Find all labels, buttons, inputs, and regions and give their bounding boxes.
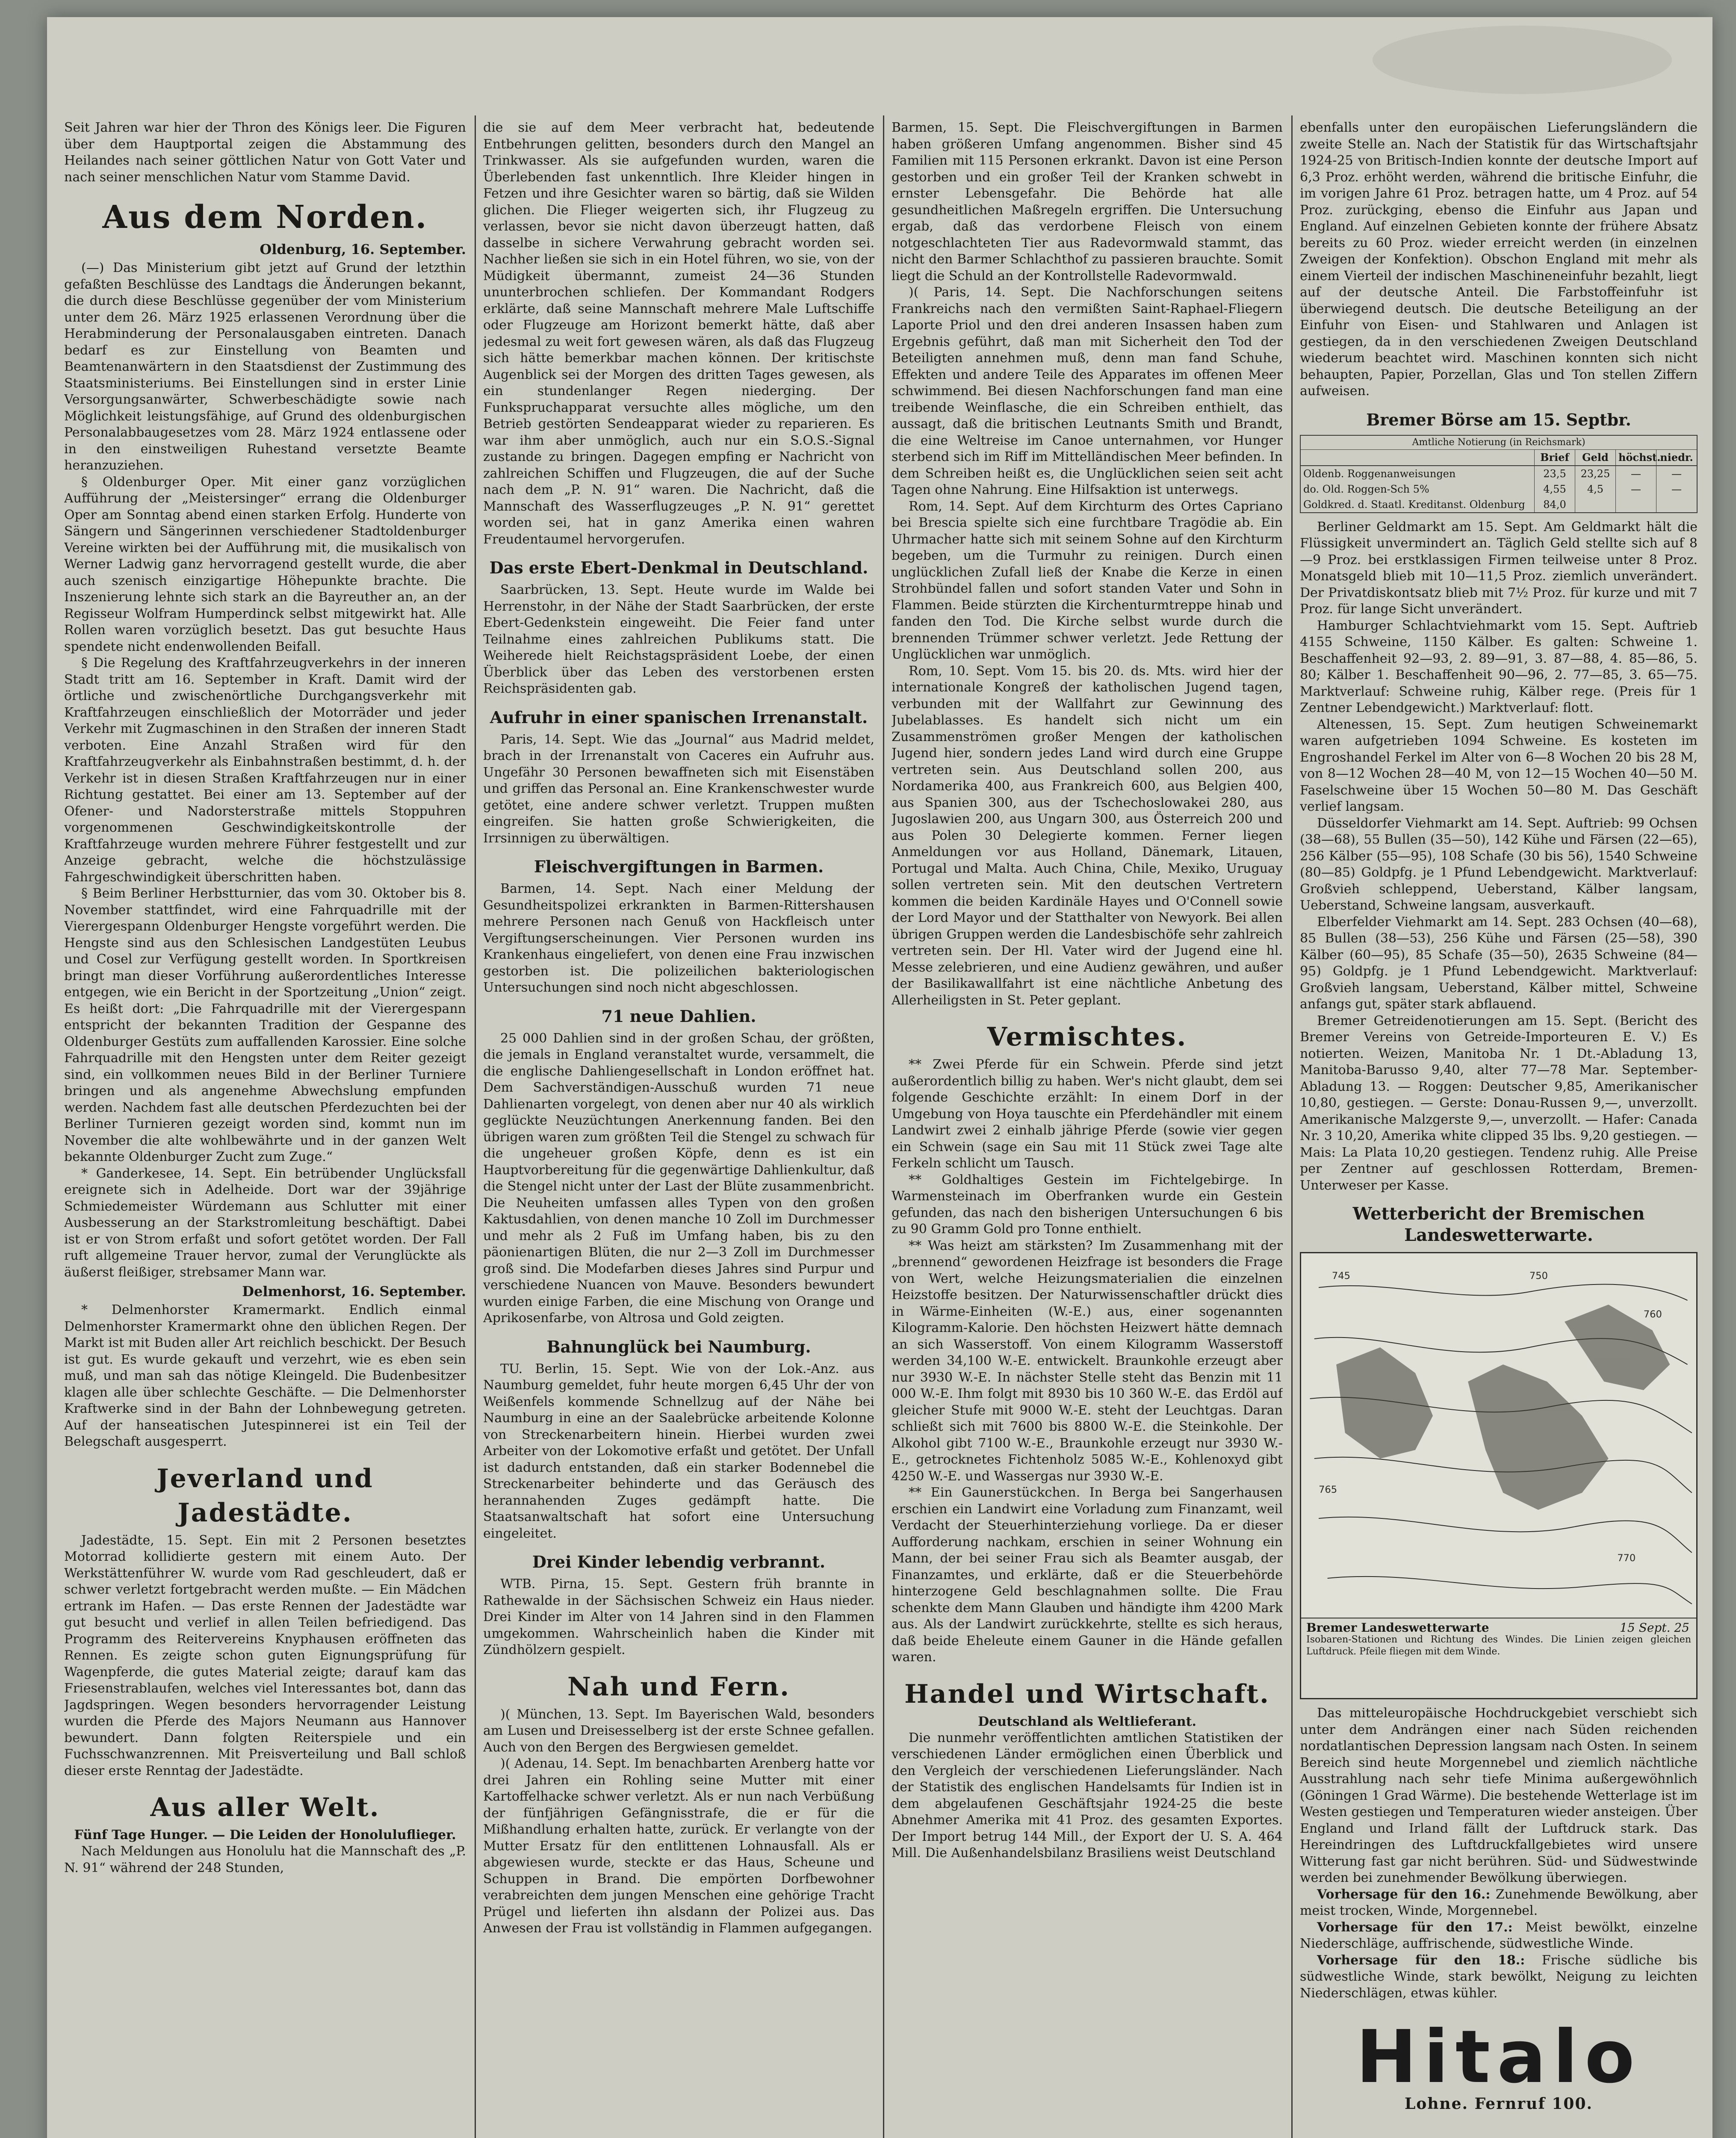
section-heading: Jeverland und Jadestädte. (156, 1463, 374, 1528)
article-heading: 71 neue Dahlien. (601, 1006, 756, 1026)
table-cell: Goldkred. d. Staatl. Kreditanst. Oldenburg (1301, 497, 1535, 512)
dateline: Delmenhorst, 16. September. (242, 1283, 466, 1299)
article-heading: Das erste Ebert-Denkmal in Deutschland. (489, 558, 868, 577)
stock-exchange-table (1300, 435, 1698, 513)
article-paragraph: * Ganderkesee, 14. Sept. Ein betrübender Unglücksfall ereignete sich in Adelheide. Dort war der 39jährige Schmiedemeister Würdemann aus Schlutter mit einer Ausbesserung an der Starkstromleitung beschäftigt. Dabei ist er von Strom erfaßt und sofort getötet worden. Der Fall ruft allgemeine Trauer hervor, zumal der Verunglückte als äußerst fleißiger, strebsamer Mann war. (64, 1166, 466, 1280)
column-rule (883, 115, 884, 2138)
dateline: Oldenburg, 16. September. (260, 241, 466, 257)
article-paragraph: Elberfelder Viehmarkt am 14. Sept. 283 Ochsen (40—68), 85 Bullen (38—53), 256 Kühe und Färsen (25—58), 390 Kälber (60—95), 85 Schafe (35—50), 2635 Schweine (84—95) Goldpfg. je 1 Pfund Lebendgewicht. Marktverlauf: Großvieh langsam, Ueberstand, Kälber mittel, Schweine anfangs gut, später stark abflauend. (1300, 914, 1698, 1012)
article-paragraph: Rom, 10. Sept. Vom 15. bis 20. ds. Mts. wird hier der internationale Kongreß der katholischen Jugend tagen, verbunden mit der Wallfahrt zur Gewinnung des Jubelablasses. Es handelt sich nicht um ein Zusammenströmen großer Mengen der katholischen Jugend hier, sondern jedes Land wird durch eine Gruppe vertreten sein. Aus Deutschland sollen 200, aus Nordamerika 400, aus Frankreich 600, aus Belgien 400, aus Spanien 300, aus der Tschechoslowakei 280, aus Jugoslawien 200, aus Ungarn 300, aus Österreich 200 und aus Polen 30 Delegierte kommen. Ferner liegen Anmeldungen vor aus Holland, Dänemark, Litauen, Portugal und Malta. Auch China, Chile, Mexiko, Uruguay sollen vertreten sein. Mit den deutschen Vertretern kommen die beiden Kardinäle Hayes und O'Connell sowie der Lord Mayor und der Statthalter von Newyork. Bei allen übrigen Gruppen werden die Landesbischöfe sehr zahlreich vertreten sein. Der Hl. Vater wird der Jugend eine hl. Messe zelebrieren, und eine Audienz gewähren, und außer der Basilikawallfahrt ist eine nächtliche Anbetung des Allerheiligsten in St. Peter geplant. (892, 663, 1283, 1008)
column-rule (1291, 115, 1293, 2138)
column-2 (483, 120, 874, 2138)
column-4 (1300, 120, 1698, 2138)
svg-text:745: 745 (1332, 1270, 1350, 1282)
table-cell: 4,5 (1575, 481, 1616, 497)
weather-map-date: 15 Sept. 25 (1620, 1621, 1689, 1635)
article-heading: Bahnunglück bei Naumburg. (546, 1337, 811, 1356)
article-paragraph: Die nunmehr veröffentlichten amtlichen Statistiken der verschiedenen Länder ermöglichen einen Überblick und den Vergleich der verschiedenen Lieferungsländer. Nach der Statistik des englischen Handelsamts für Indien ist in dem abgelaufenen Geschäftsjahr 1924-25 die beste Abnehmer Amerika mit 41 Proz. des gesamten Exportes. Der Import betrug 144 Mill., der Export der U. S. A. 464 Mill. Die Außenhandelsbilanz Brasiliens weist Deutschland (892, 1730, 1283, 1860)
article-paragraph: Nach Meldungen aus Honolulu hat die Mannschaft des „P. N. 91“ während der 248 Stunden, (64, 1844, 466, 1875)
article-paragraph: TU. Berlin, 15. Sept. Wie von der Lok.-Anz. aus Naumburg gemeldet, fuhr heute morgen 6,45 Uhr der von Weißenfels kommende Schnellzug auf der Nähe bei Naumburg in eine an der Saalebrücke arbeitende Kolonne von Streckenarbeitern hinein. Hierbei wurden zwei Arbeiter von der Lokomotive erfaßt und getötet. Der Unfall ist dadurch entstanden, daß ein starker Bodennebel die Streckenarbeiter behinderte und das Geräusch des herannahenden Zuges gedämpft hatte. Die Staatsanwaltschaft hat sofort eine Untersuchung eingeleitet. (483, 1361, 874, 1541)
forecast-text: Meist bewölkt, einzelne Niederschläge, auffrischende, südwestliche Winde. (1300, 1919, 1698, 1951)
paper-stain (1373, 26, 1672, 94)
article-paragraph: )( München, 13. Sept. Im Bayerischen Wald, besonders am Lusen und Dreisesselberg ist der erste Schnee gefallen. Auch von den Bergen des Bergwiesen gemeldet. (483, 1707, 874, 1755)
table-row (1301, 481, 1697, 497)
column-rule (475, 115, 476, 2138)
article-paragraph: § Oldenburger Oper. Mit einer ganz vorzüglichen Aufführung der „Meistersinger“ errang die Oldenburger Oper am Sonntag abend einen starken Erfolg. Hunderte von Sängern und Sängerinnen verschiedener Stadtoldenburger Vereine wirkten bei der Aufführung mit, die musikalisch von Werner Ladwig ganz hervorragend gestellt wurde, die aber auch szenisch einzigartige Höhepunkte brachte. Die Inszenierung lehnte sich stark an die Bayreuther an, an der Regisseur Wolfram Humperdinck selbst mitgewirkt hat. Alle Rollen waren vorzüglich besetzt. Das gut besuchte Haus spendete nicht endenwollenden Beifall. (64, 474, 466, 654)
article-paragraph: Barmen, 15. Sept. Die Fleischvergiftungen in Barmen haben größeren Umfang angenommen. Bisher sind 45 Familien mit 115 Personen erkrankt. Davon ist eine Person gestorben und ein großer Teil der Kranken schwebt in ernster Lebensgefahr. Die Behörde hat alle gesundheitlichen Maßregeln ergriffen. Die Untersuchung ergab, daß das verdorbene Fleisch von einem notgeschlachteten Tier aus Radevormwald stammt, das nicht den Barmer Schlachthof zu passieren brauchte. Somit liegt die Schuld an der Kontrollstelle Radevormwald. (892, 120, 1283, 283)
article-subheading: Fünf Tage Hunger. — Die Leiden der Honoluluflieger. (74, 1828, 456, 1843)
article-paragraph: ebenfalls unter den europäischen Lieferungsländern die zweite Stelle an. Nach der Statistik für das Wirtschaftsjahr 1924-25 von Britisch-Indien konnte der deutsche Import auf 6,3 Proz. erhöht werden, während die britische Einfuhr, die im vorigen Jahre 61 Proz. betragen hatte, um 4 Proz. auf 54 Proz. zurückging, ebenso die Einfuhr aus Japan und England. Auf einzelnen Gebieten konnte der frühere Absatz bereits zu 60 Proz. wieder erreicht werden (in einzelnen Zweigen der Konfektion). Obschon England mit mehr als einem Vierteil der indischen Maschineneinfuhr bezahlt, liegt auf der deutsche Anteil. Die Farbstoffeinfuhr ist überwiegend deutsch. Die deutsche Beteiligung an der Einfuhr von Eisen- und Stahlwaren und Anlagen ist gestiegen, da in den verschiedenen Zweigen Deutschland wiederum beachtet wird. Maschinen konnten sich nicht behaupten, Papier, Porzellan, Glas und Ton stellen Ziffern aufweisen. (1300, 120, 1698, 399)
article-paragraph: * Delmenhorster Kramermarkt. Endlich einmal Delmenhorster Kramermarkt ohne den üblichen Regen. Der Markt ist mit Buden aller Art reichlich beschickt. Der Besuch ist gut. Es wurde gekauft und verzehrt, wie es eben sein muß, und man sah das nötige Kleingeld. Die Budenbesitzer klagen alle über schlechte Geschäfte. — Die Delmenhorster Kraftwerke sind in der Bahn der Lohnbewegung getreten. Auf der hanseatischen Jutespinnerei ist ein Teil der Belegschaft ausgesperrt. (64, 1302, 466, 1449)
svg-text:750: 750 (1529, 1270, 1548, 1282)
section-heading: Nah und Fern. (567, 1671, 790, 1702)
section-heading: Vermischtes. (987, 1022, 1187, 1052)
table-header-cell: Geld (1575, 450, 1616, 465)
svg-text:765: 765 (1319, 1484, 1337, 1495)
table-row (1301, 466, 1697, 481)
article-paragraph: Düsseldorfer Viehmarkt am 14. Sept. Auftrieb: 99 Ochsen (38—68), 55 Bullen (35—50), 142 Kühe und Färsen (22—65), 256 Kälber (55—95), 108 Schafe (30 bis 56), 1540 Schweine (80—85) Goldpfg. je 1 Pfund Lebendgewicht. Marktverlauf: Großvieh schleppend, Ueberstand, Kälber langsam, Ueberstand, Schweine langsam, ausverkauft. (1300, 815, 1698, 913)
article-paragraph: ** Ein Gaunerstückchen. In Berga bei Sangerhausen erschien ein Landwirt eine Vorladung zum Finanzamt, weil Verdacht der Steuerhinterziehung vorliege. Da er dieser Aufforderung nachkam, erschien in seiner Wohnung ein Mann, der bei seiner Frau sich als Beamter ausgab, der Finanzamtes, und erklärte, daß er die Steuerbehörde hinterzogene Geld beschlagnahmen sollte. Die Frau schenkte dem Mann Glauben und händigte ihm 4200 Mark aus. Als der Landwirt zurückkehrte, stellte es sich heraus, daß beide Eheleute einem Gauner in die Hände gefallen waren. (892, 1485, 1283, 1665)
table-header-cell: höchst. (1616, 450, 1656, 465)
svg-text:760: 760 (1643, 1309, 1662, 1320)
article-heading: Fleischvergiftungen in Barmen. (534, 857, 824, 876)
article-paragraph: )( Paris, 14. Sept. Die Nachforschungen seitens Frankreichs nach den vermißten Saint-Raphael-Fliegern Laporte Priol und den drei anderen Insassen haben zum Ergebnis geführt, daß man mit Sicherheit den Tod der Beteiligten annehmen muß, denn man fand Schuhe, Effekten und andere Teile des Apparates im offenen Meer schwimmend. Bei diesen Nachforschungen fand man eine treibende Weinflasche, die ein Schreiben enthielt, das aussagt, daß die britischen Leutnants Smith und Brandt, die eine Weltreise im Canoe unternahmen, vor Hunger sterbend sich im Riff im Mittelländischen Meer befinden. In dem Schreiben heißt es, die Unglücklichen seien seit acht Tagen ohne Nahrung. Eine Hilfsaktion ist unterwegs. (892, 285, 1283, 497)
weather-map-caption (1301, 1618, 1696, 1698)
article-paragraph: Jadestädte, 15. Sept. Ein mit 2 Personen besetztes Motorrad kollidierte gestern mit einem Auto. Der Werkstättenführer W. wurde vom Rad geschleudert, daß er schwer verletzt fortgebracht werden mußte. — Ein Mädchen ertrank im Hafen. — Das erste Rennen der Jadestädte war gut besucht und verlief in allen Teilen befriedigend. Das Programm des Reitervereins Knyphausen eröffneten das Rennen. Es zeigte schon guten Eignungsprüfung für Wagenpferde, die gutes Material zeigte; darauf kam das Friesenstrablaufen, welches viel Interessantes bot, dann das Jagdspringen. Wegen besonders hervorragender Leistung wurden die Pferde des Majors Neumann aus Hannover bewundert. Dann folgten Reiterspiele und ein Fuchsschwanzrennen. Mit Preisverteilung und Ball schloß dieser erste Renntag der Jadestädte. (64, 1533, 466, 1778)
table-header-cell (1301, 450, 1535, 465)
article-paragraph: Barmen, 14. Sept. Nach einer Meldung der Gesundheitspolizei erkrankten in Barmen-Rittershausen mehrere Personen nach Genuß von Hackfleisch unter Vergiftungserscheinungen. Vier Personen wurden ins Krankenhaus eingeliefert, von denen eine Frau inzwischen gestorben ist. Die polizeilichen bakteriologischen Untersuchungen sind noch nicht abgeschlossen. (483, 881, 874, 995)
table-header-row (1301, 450, 1697, 466)
article-paragraph: § Die Regelung des Kraftfahrzeugverkehrs in der inneren Stadt tritt am 16. September in Kraft. Damit wird der örtliche und zwischenörtliche Durchgangsverkehr mit Kraftfahrzeugen einschließlich der Motorräder und jeder Verkehr mit Zugmaschinen in den Straßen der inneren Stadt verboten. Eine Anzahl Straßen wird für den Kraftfahrzeugverkehr als Einbahnstraßen bestimmt, d. h. der Verkehr ist in diesen Straßen Kraftfahrzeugen nur in einer Richtung gestattet. Bei einer am 13. September auf der Ofener- und Nadorsterstraße mittels Stoppuhren vorgenommenen Geschwindigkeitskontrolle der Kraftfahrzeuge wurden mehrere Führer festgestellt und zur Anzeige gebracht, welche die höchstzulässige Fahrgeschwindigkeit überschritten haben. (64, 656, 466, 885)
article-paragraph: Rom, 14. Sept. Auf dem Kirchturm des Ortes Capriano bei Brescia spielte sich eine furchtbare Tragödie ab. Ein Uhrmacher hatte sich mit seinem Sohne auf den Kirchturm begeben, um die Turmuhr zu reinigen. Durch einen unglücklichen Zufall ließ der Knabe die Kerze in einen Strohbündel fallen und sofort standen Vater und Sohn in Flammen. Beide stürzten die Kirchenturmtreppe hinab und fanden den Tod. Die Kirche selbst wurde durch die brennenden Trümmer schwer verletzt. Jede Rettung der Unglücklichen war unmöglich. (892, 499, 1283, 662)
weather-map-title: Bremer Landeswetterwarte (1306, 1621, 1489, 1635)
weather-map (1300, 1252, 1698, 1699)
article-paragraph: ** Zwei Pferde für ein Schwein. Pferde sind jetzt außerordentlich billig zu haben. Wer's nicht glaubt, dem sei folgende Geschichte erzählt: In einem Dorf in der Umgebung von Hoya tauschte ein Pferdehändler mit einem Landwirt zwei 2 einhalb jährige Pferde (sowie vier gegen ein Schwein (sage ein Sau mit 11 Stück zwei Tage alte Ferkeln schlicht um Tausch. (892, 1057, 1283, 1171)
table-cell: — (1616, 481, 1656, 497)
article-paragraph: Das mitteleuropäische Hochdruckgebiet verschiebt sich unter dem Andrängen einer nach Süden reichenden nordatlantischen Depression langsam nach Osten. In seinem Bereich sind heute Morgennebel und ziemlich nächtliche Ausstrahlung nach sehr tiefe Minima außergewöhnlich (Göningen 1 Grad Wärme). Die bestehende Wetterlage ist im Westen gestiegen und Temperaturen wieder ansteigen. Über England und Irland fällt der Luftdruck stark. Das Hereindringen des Luftdruckfallgebietes wird unsere Witterung fast gar nicht berühren. Süd- und Südwestwinde werden bei zunehmender Bewölkung überwiegen. (1300, 1706, 1698, 1885)
table-cell: 4,55 (1535, 481, 1575, 497)
table-cell: 84,0 (1535, 497, 1575, 512)
table-cell: — (1671, 467, 1682, 480)
article-paragraph: ** Was heizt am stärksten? Im Zusammenhang mit der „brennend“ gewordenen Heizfrage ist besonders die Frage von Wert, welche Heizungsmaterialien die einzelnen Heizstoffe besitzen. Der Naturwissenschaftler drückt dies in Wärme-Einheiten (W.-E.) aus, einer sogenannten Kilogramm-Kalorie. Den höchsten Heizwert hätte demnach an sich Wasserstoff. Von einem Kilogramm Wasserstoff werden 34,100 W.-E. entwickelt. Braunkohle erzeugt aber nur 3930 W.-E. In nächster Stelle steht das Benzin mit 11 000 W.-E. Ihm folgt mit 8930 bis 10 360 W.-E. das Erdöl auf gleicher Stufe mit 9000 W.-E. steht der Leuchtgas. Daran schließt sich mit 7600 bis 8800 W.-E. die Steinkohle. Der Alkohol gibt 7100 W.-E., Braunkohle erzeugt nur 3930 W.-E., getrocknetes Fichtenholz 5085 W.-E., Kohlenoxyd gibt 4250 W.-E. und Wassergas nur 3930 W.-E. (892, 1238, 1283, 1484)
forecast-line (1300, 1919, 1698, 1952)
column-1 (64, 120, 466, 2138)
forecast-label: Vorhersage für den 18.: (1317, 1952, 1525, 1968)
table-cell (1616, 497, 1656, 512)
forecast-text: Zunehmende Bewölkung, aber meist trocken, Winde, Morgennebel. (1300, 1887, 1698, 1918)
weather-map-legend: Isobaren-Stationen und Richtung des Windes. Die Linien zeigen gleichen Luftdruck. Pfeile fliegen mit dem Winde. (1306, 1634, 1691, 1657)
section-heading: Handel und Wirtschaft. (904, 1679, 1270, 1709)
forecast-label: Vorhersage für den 17.: (1317, 1919, 1513, 1935)
advertisement-subtitle: Lohne. Fernruf 100. (1404, 2095, 1593, 2113)
table-caption: Amtliche Notierung (in Reichsmark) (1301, 436, 1697, 450)
table-cell (1656, 497, 1697, 512)
table-cell: 23,5 (1535, 466, 1575, 481)
article-paragraph: )( Adenau, 14. Sept. Im benachbarten Arenberg hatte vor drei Jahren ein Rohling seine Mutter mit einer Kartoffelhacke schwer verletzt. Als er nun nach Verbüßung der fünfjährigen Gefängnisstrafe, die er für die Mißhandlung erhalten hatte, zurück. Er verlangte von der Mutter Ersatz für den entlittenen Lohnausfall. Als er abgewiesen wurde, steckte er das Haus, Scheune und Schuppen in Brand. Die empörten Dorfbewohner verabreichten dem jungen Menschen eine gehörige Tracht Prügel und lieferten ihn alsdann der Polizei aus. Das Anwesen der Frau ist vollständig in Flammen aufgegangen. (483, 1756, 874, 1936)
table-cell (1575, 497, 1616, 512)
section-heading: Aus aller Welt. (150, 1792, 380, 1822)
forecast-text: Frische südliche bis südwestliche Winde, stark bewölkt, Neigung zu leichten Niederschlägen, etwas kühler. (1300, 1952, 1698, 2001)
article-paragraph: WTB. Pirna, 15. Sept. Gestern früh brannte in Rathewalde in der Sächsischen Schweiz ein Haus nieder. Drei Kinder im Alter von 14 Jahren sind in den Flammen umgekommen. Wahrscheinlich haben die Kinder mit Zündhölzern gespielt. (483, 1577, 874, 1657)
forecast-label: Vorhersage für den 16.: (1317, 1887, 1491, 1902)
article-heading: Bremer Börse am 15. Septbr. (1366, 410, 1631, 429)
table-cell: — (1616, 466, 1656, 481)
advertisement (1300, 2015, 1698, 2113)
table-header-cell: niedr. (1660, 451, 1693, 464)
article-paragraph: (—) Das Ministerium gibt jetzt auf Grund der letzthin gefaßten Beschlüsse des Landtags die Änderungen bekannt, die durch diese Beschlüsse gegenüber der vom Ministerium unter dem 26. März 1925 erlassenen Verordnung über die Herabminderung der Personalausgaben eintreten. Danach bedarf es zur Einstellung von Beamten und Beamtenanwärtern in den Staatsdienst der Zustimmung des Staatsministeriums. Bei Einstellungen sind in erster Linie Versorgungsanwärter, Schwerbeschädigte sowie nach Möglichkeit leistungsfähige, auf Grund des oldenburgischen Personalabbaugesetzes vom 28. März 1924 entlassene oder in den einstweiligen Ruhestand versetzte Beamte heranzuziehen. (64, 260, 466, 473)
table-cell: 23,25 (1575, 466, 1616, 481)
forecast-line (1300, 1887, 1698, 1919)
table-cell: do. Old. Roggen-Sch 5% (1301, 481, 1535, 497)
section-heading: Aus dem Norden. (102, 199, 428, 236)
table-cell: — (1671, 483, 1682, 495)
article-paragraph: Berliner Geldmarkt am 15. Sept. Am Geldmarkt hält die Flüssigkeit unvermindert an. Täglich Geld stellte sich auf 8—9 Proz. bei erstklassigen Firmen teilweise unter 8 Proz. Monatsgeld blieb mit 10—11,5 Proz. ziemlich unverändert. Der Privatdiskontsatz blieb mit 7½ Proz. für kurze und mit 7 Proz. für lange Sicht unverändert. (1300, 519, 1698, 617)
article-paragraph: Saarbrücken, 13. Sept. Heute wurde im Walde bei Herrenstohr, in der Nähe der Stadt Saarbrücken, der erste Ebert-Gedenkstein eingeweiht. Die Feier fand unter Teilnahme eines zahlreichen Publikums statt. Die Weiherede hielt Reichstagspräsident Loebe, der einen Überblick über das Leben des verstorbenen ersten Reichspräsidenten gab. (483, 582, 874, 696)
article-paragraph: Paris, 14. Sept. Wie das „Journal“ aus Madrid meldet, brach in der Irrenanstalt von Caceres ein Aufruhr aus. Ungefähr 30 Personen bewaffneten sich mit Eisenstäben und griffen das Personal an. Eine Krankenschwester wurde getötet, eine andere schwer verletzt. Truppen mußten eingreifen. Sie hatten große Schwierigkeiten, die Irrsinnigen zu überwältigen. (483, 732, 874, 846)
article-heading: Drei Kinder lebendig verbrannt. (532, 1552, 826, 1571)
article-paragraph: die sie auf dem Meer verbracht hat, bedeutende Entbehrungen gelitten, besonders durch den Mangel an Trinkwasser. Als sie aufgefunden wurden, waren die Überlebenden fast unkenntlich. Ihre Kleider hingen in Fetzen und ihre Gesichter waren so bärtig, daß sie Wilden glichen. Die Flieger weigerten sich, ihr Flugzeug zu verlassen, bevor sie nicht davon überzeugt hatten, daß dasselbe in sichere Verwahrung gebracht worden sei. Nachher ließen sie sich in ein Hotel führen, wo sie, von der Müdigkeit übermannt, zumeist 24—36 Stunden ununterbrochen schliefen. Der Kommandant Rodgers erklärte, daß seine Mannschaft mehrere Male Luftschiffe oder Flugzeuge am Horizont bemerkt hätte, daß aber jedesmal zu weit fort gewesen wären, als daß das Flugzeug sich hätte bemerkbar machen können. Der kritischste Augenblick sei der Morgen des dritten Tages gewesen, als ein stundenlanger Regen niederging. Der Funkspruchapparat versuchte alles mögliche, um den Betrieb gestörten Sendeapparat wieder zu reparieren. Es war ihm aber unmöglich, auch nur ein S.O.S.-Signal zustande zu bringen. Dagegen empfing er Nachricht von zahlreichen Schiffen und Flugzeugen, die auf der Suche nach dem „P. N. 91“ waren. Die Nachricht, daß die Mannschaft des Wasserflugzeuges „P. N. 91“ gerettet worden sei, hat in ganz Amerika einen wahren Freudentaumel hervorgerufen. (483, 120, 874, 547)
article-subheading: Deutschland als Weltlieferant. (978, 1714, 1196, 1729)
forecast-line (1300, 1952, 1698, 2002)
article-paragraph: Seit Jahren war hier der Thron des Königs leer. Die Figuren über dem Hauptportal zeigen die Abstammung des Heilandes nach seiner göttlichen Natur von Gott Vater und nach seiner menschlichen Natur vom Stamme David. (64, 120, 466, 185)
svg-text:770: 770 (1617, 1553, 1636, 1564)
advertisement-title: Hitalo (1356, 2015, 1642, 2100)
weather-heading: Wetterbericht der Bremischen Landeswetterwarte. (1352, 1204, 1645, 1245)
table-cell: Oldenb. Roggenanweisungen (1301, 466, 1535, 481)
article-paragraph: Hamburger Schlachtviehmarkt vom 15. Sept. Auftrieb 4155 Schweine, 1150 Kälber. Es galten: Schweine 1. Beschaffenheit 92—93, 2. 89—91, 3. 87—88, 4. 85—86, 5. 80; Kälber 1. Beschaffenheit 90—96, 2. 77—85, 3. 65—75. Marktverlauf: Schweine ruhig, Kälber rege. (Preis für 1 Zentner Lebendgewicht.) Marktverlauf: flott. (1300, 618, 1698, 715)
article-paragraph: Bremer Getreidenotierungen am 15. Sept. (Bericht des Bremer Vereins von Getreide-Importeuren E. V.) Es notierten. Weizen, Manitoba Nr. 1 Dt.-Abladung 13, Manitoba-Barusso 9,40, alter 77—78 Mar. September-Abladung 13. — Roggen: Deutscher 9,85, Amerikanischer 10,80, gestiegen. — Gerste: Donau-Russen 9,—, unverzollt. Amerikanische Malzgerste 9,—, unverzollt. — Hafer: Canada Nr. 3 10,20, Amerika white clipped 35 lbs. 9,20 gestiegen. — Mais: La Plata 10,20 gestiegen. Tendenz ruhig. Alle Preise per Zentner auf geschlossen Rotterdam, Bremen-Unterweser per Kasse. (1300, 1013, 1698, 1193)
article-paragraph: § Beim Berliner Herbstturnier, das vom 30. Oktober bis 8. November stattfindet, wird eine Fahrquadrille mit der Vierergespann Oldenburger Hengste vorgeführt werden. Die Hengste sind aus den Schlesischen Landgestüten Leubus und Cosel zur Verfügung gestellt worden. In Sportkreisen bringt man dieser Vorführung außerordentliches Interesse entgegen, wie ein Bericht in der Sportzeitung „Union“ zeigt. Es heißt dort: „Die Fahrquadrille mit der Vierergespann entspricht der bekannten Tradition der Gespanne des Oldenburger Gestüts zum auffallenden Karossier. Eine solche Fahrquadrille mit den Hengsten unter dem Reiter gezeigt sind, ein vollkommen neues Bild in der Berliner Turniere bringen und als angenehme Abwechslung empfunden werden. Nachdem fast alle deutschen Pferdezuchten bei der Berliner Turnieren gezeigt worden sind, kommt nun im November die alte wohlbewährte und in der ganzen Welt bekannte Oldenburger Zucht zum Zuge.“ (64, 886, 466, 1164)
article-paragraph: 25 000 Dahlien sind in der großen Schau, der größten, die jemals in England veranstaltet wurde, versammelt, die die englische Dahliengesellschaft in London eröffnet hat. Dem Sachverständigen-Ausschuß wurden 71 neue Dahlienarten vorgelegt, von denen aber nur 40 als wirklich geglückte Neuzüchtungen Anerkennung fanden. Bei den übrigen waren zum größten Teil die Stengel zu schwach für die ungeheuer großen Köpfe, denn es ist ein Hauptvorbereitung für die gegenwärtige Dahlienkultur, daß die Stengel nicht unter der Last der Blüte zusammenbricht. Die Neuheiten umfassen alles Typen von den großen Kaktusdahlien, von denen manche 10 Zoll im Durchmesser und mehr als 2 Fuß im Umfang haben, bis zu den päonienartigen Blüten, die nur 2—3 Zoll im Durchmesser groß sind. Die Modefarben dieses Jahres sind Purpur und verschiedene Nuancen von Mauve. Besonders bewundert wurden einige Farben, die eine Mischung von Orange und Aprikosenfarbe, von Altrosa und Gold zeigten. (483, 1031, 874, 1326)
table-header-cell: Brief (1535, 450, 1575, 465)
article-paragraph: ** Goldhaltiges Gestein im Fichtelgebirge. In Warmensteinach im Oberfranken wurde ein Gestein gefunden, das nach den bisherigen Untersuchungen 6 bis zu 90 Gramm Gold pro Tonne enthielt. (892, 1172, 1283, 1237)
article-heading: Aufruhr in einer spanischen Irrenanstalt. (490, 707, 868, 727)
article-paragraph: Altenessen, 15. Sept. Zum heutigen Schweinemarkt waren aufgetrieben 1094 Schweine. Es kosteten im Engroshandel Ferkel im Alter von 6—8 Wochen 20 bis 28 M, von 8—12 Wochen 28—40 M, von 12—15 Wochen 40—50 M. Faselschweine über 15 Wochen 50—80 M. Das Geschäft verlief langsam. (1300, 717, 1698, 814)
table-row (1301, 497, 1697, 512)
newspaper-page (47, 17, 1712, 2138)
column-3 (892, 120, 1283, 2138)
